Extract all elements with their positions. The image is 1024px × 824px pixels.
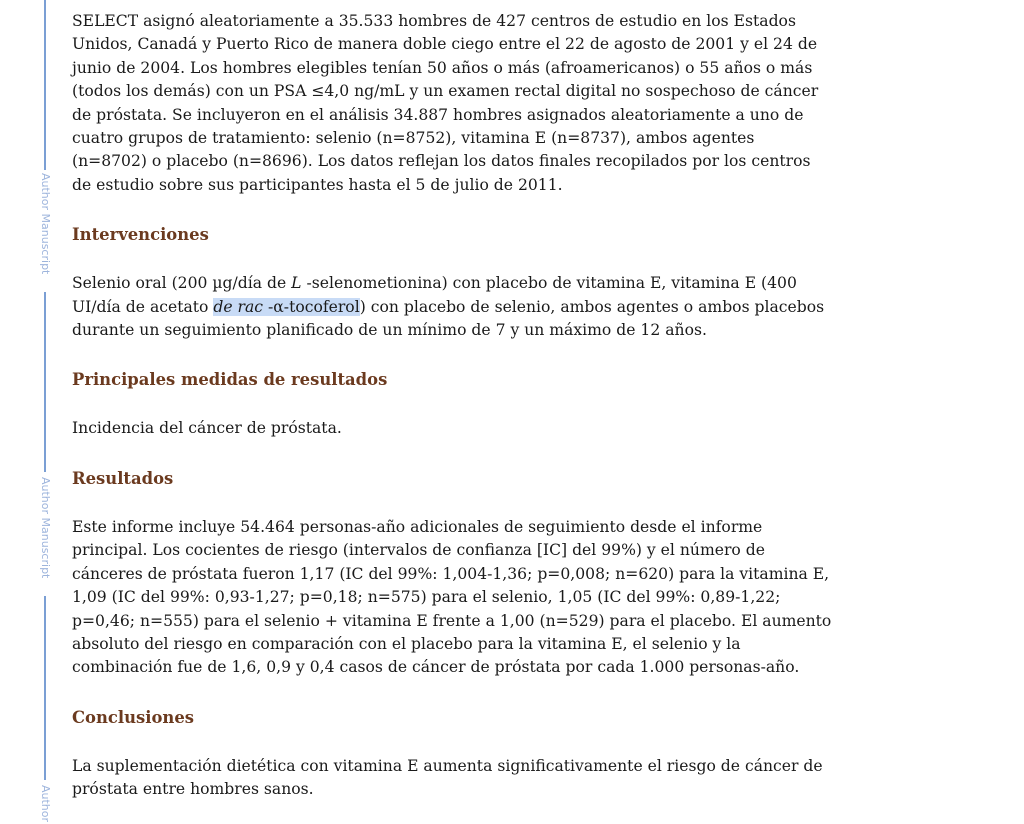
- outcomes-paragraph: Incidencia del cáncer de próstata.: [72, 419, 342, 438]
- abstract-body: [72, 10, 832, 802]
- author-manuscript-rail: [39, 0, 52, 824]
- conclusions-heading: Conclusiones: [72, 707, 194, 727]
- outcomes-heading: Principales medidas de resultados: [72, 370, 388, 390]
- rail-segment: [44, 0, 46, 170]
- author-manuscript-label: Author Manuscript: [38, 474, 52, 598]
- selected-text-italic: de rac: [213, 297, 264, 316]
- interventions-text: Selenio oral (200 µg/día de: [72, 274, 292, 293]
- results-heading: Resultados: [72, 468, 174, 488]
- interventions-paragraph: [72, 272, 832, 342]
- author-manuscript-label: Author Manuscript: [38, 170, 52, 294]
- selected-text[interactable]: [213, 298, 359, 316]
- author-manuscript-label: Author: [38, 782, 52, 824]
- interventions-italic-l: L: [291, 274, 302, 293]
- interventions-text: -selenometionina) con placebo de vitamina E, vitamina E (400 UI/día de acetato: [72, 274, 797, 316]
- interventions-text: ) con placebo de selenio, ambos agentes o ambos placebos durante un seguimiento planificado de un mínimo de 7 y un máximo de 12 años.: [72, 297, 825, 340]
- interventions-heading: Intervenciones: [72, 225, 209, 245]
- design-paragraph: SELECT asignó aleatoriamente a 35.533 hombres de 427 centros de estudio en los Estados Unidos, Canadá y Puerto Rico de manera doble ciego entre el 22 de agosto de 2001 y el 24 de junio de 2004. Los hombres elegibles tenían 50 años o más (afroamericanos) o 55 años o más (todos los demás) con un PSA ≤4,0 ng/mL y un examen rectal digital no sospechoso de cáncer de próstata. Se incluyeron en el análisis 34.887 hombres asignados aleatoriamente a uno de cuatro grupos de tratamiento: selenio (n=8752), vitamina E (n=8737), ambos agentes (n=8702) o placebo (n=8696). Los datos reflejan los datos finales recopilados por los centros de estudio sobre sus participantes hasta el 5 de julio de 2011.: [72, 12, 819, 194]
- selected-text-rest: -α-tocoferol: [263, 297, 360, 316]
- results-paragraph: Este informe incluye 54.464 personas-año adicionales de seguimiento desde el informe principal. Los cocientes de riesgo (intervalos de confianza [IC] del 99%) y el número de cánceres de próstata fueron 1,17 (IC del 99%: 1,004-1,36; p=0,008; n=620) para la vitamina E, 1,09 (IC del 99%: 0,93-1,27; p=0,18; n=575) para el selenio, 1,05 (IC del 99%: 0,89-1,22; p=0,46; n=555) para el selenio + vitamina E frente a 1,00 (n=529) para el placebo. El aumento absoluto del riesgo en comparación con el placebo para la vitamina E, el selenio y la combinación fue de 1,6, 0,9 y 0,4 casos de cáncer de próstata por cada 1.000 personas-año.: [72, 517, 832, 677]
- rail-segment: [44, 292, 46, 472]
- conclusions-paragraph: La suplementación dietética con vitamina E aumenta significativamente el riesgo de cáncer de próstata entre hombres sanos.: [72, 756, 823, 799]
- rail-segment: [44, 596, 46, 780]
